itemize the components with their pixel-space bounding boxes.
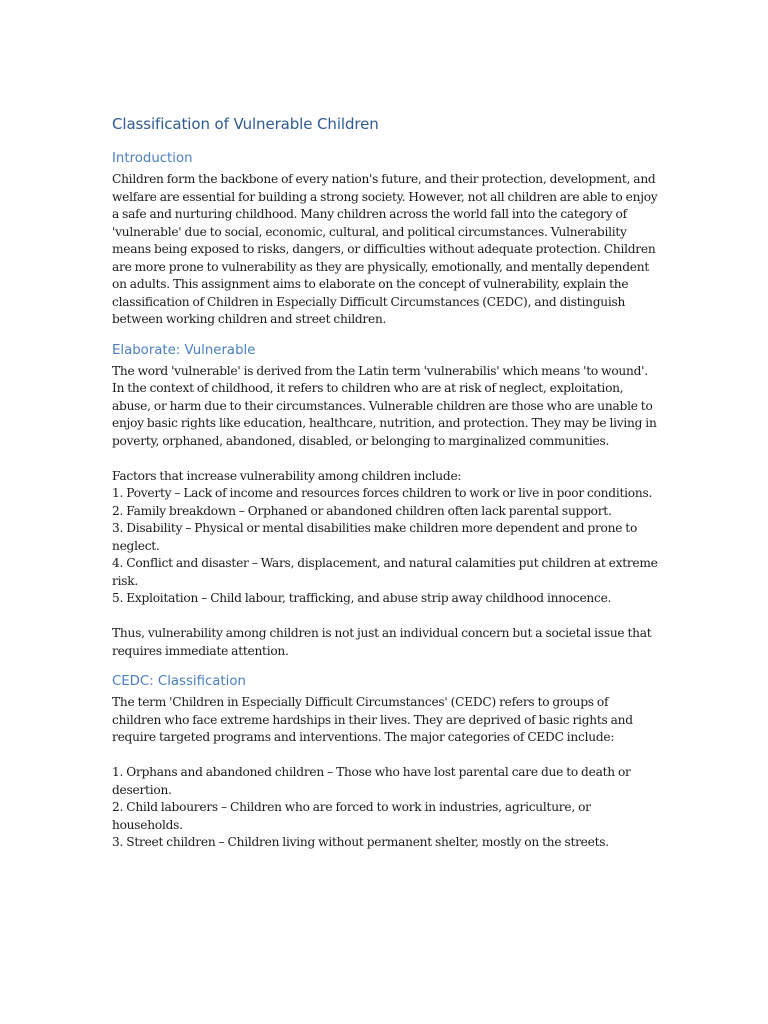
document-title: Classification of Vulnerable Children [112, 115, 379, 133]
cedc-category-item: 1. Orphans and abandoned children – Those who have lost parental care due to death or desertion. [112, 765, 631, 797]
paragraph-spacer [112, 608, 660, 626]
section-heading-elaborate: Elaborate: Vulnerable [112, 342, 256, 358]
introduction-paragraph: Children form the backbone of every nation's future, and their protection, development, and welfare are essential for building a strong society. However, not all children are able to enjoy a safe and nurturing childhood. Many children across the world fall into the category of 'vulnerable' due to social, economic, cultural, and political circumstances. Vulnerability means being exposed to risks, dangers, or difficulties without adequate protection. Children are more prone to vulnerability as they are physically, emotionally, and mentally dependent on adults. This assignment aims to elaborate on the concept of vulnerability, explain the classification of Children in Especially Difficult Circumstances (CEDC), and distinguish between working children and street children. [112, 172, 658, 326]
factor-item: 4. Conflict and disaster – Wars, displacement, and natural calamities put children at extreme risk. [112, 556, 658, 588]
paragraph-spacer [112, 450, 660, 468]
section-spacer [112, 660, 660, 673]
factors-intro: Factors that increase vulnerability among children include: [112, 468, 462, 483]
cedc-category-item: 2. Child labourers – Children who are forced to work in industries, agriculture, or households. [112, 800, 591, 832]
elaborate-conclusion: Thus, vulnerability among children is not just an individual concern but a societal issue that requires immediate attention. [112, 626, 652, 658]
factor-item: 5. Exploitation – Child labour, trafficking, and abuse strip away childhood innocence. [112, 591, 612, 605]
factor-item: 1. Poverty – Lack of income and resources forces children to work or live in poor conditions. [112, 486, 653, 500]
cedc-categories-list [112, 764, 660, 852]
cedc-paragraph: The term 'Children in Especially Difficult Circumstances' (CEDC) refers to groups of children who face extreme hardships in their lives. They are deprived of basic rights and require targeted programs and interventions. The major categories of CEDC include: [112, 695, 633, 744]
document-body [112, 114, 660, 852]
section-heading-introduction: Introduction [112, 151, 193, 166]
elaborate-paragraph: The word 'vulnerable' is derived from the Latin term 'vulnerabilis' which means 'to wound'. In the context of childhood, it refers to children who are at risk of neglect, exploitation, abuse, or harm due to their circumstances. Vulnerable children are those who are unable to enjoy basic rights like education, healthcare, nutrition, and protection. They may be living in poverty, orphaned, abandoned, disabled, or belonging to marginalized communities. [112, 363, 657, 448]
paragraph-spacer [112, 747, 660, 765]
section-spacer [112, 329, 660, 342]
cedc-category-item: 3. Street children – Children living without permanent shelter, mostly on the streets. [112, 835, 609, 849]
factor-item: 2. Family breakdown – Orphaned or abandoned children often lack parental support. [112, 503, 612, 518]
factors-list [112, 485, 660, 608]
section-heading-cedc: CEDC: Classification [112, 674, 246, 689]
factor-item: 3. Disability – Physical or mental disabilities make children more dependent and prone to neglect. [112, 521, 638, 553]
